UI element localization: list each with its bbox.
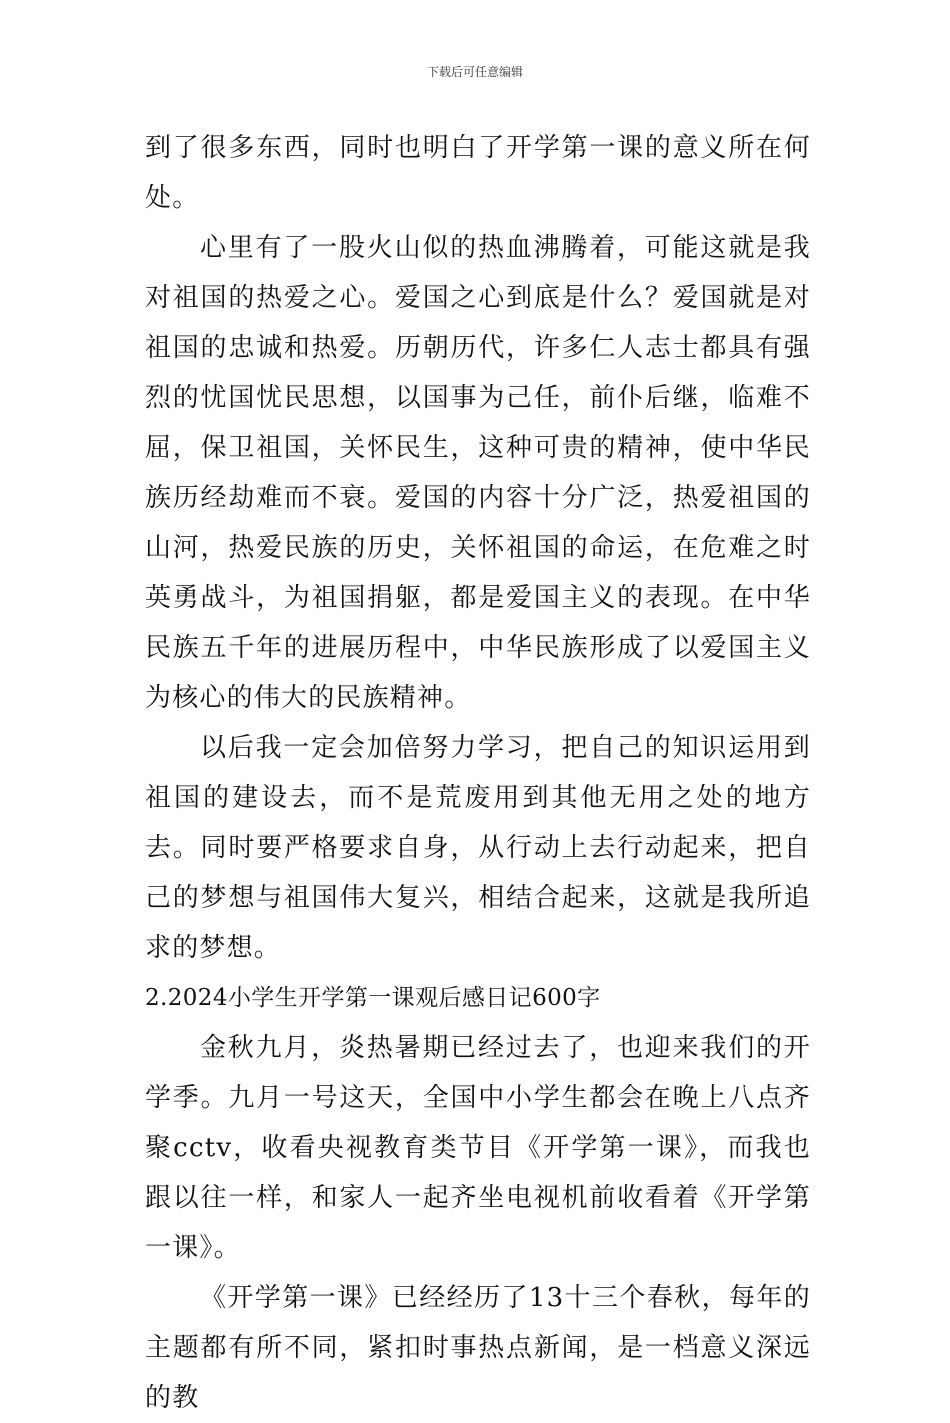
paragraph-program: 《开学第一课》已经经历了13十三个春秋，每年的主题都有所不同，紧扣时事热点新闻，是一档意义深远的教 — [145, 1283, 811, 1413]
paragraph-continuation: 到了很多东西，同时也明白了开学第一课的意义所在何处。 — [145, 133, 811, 213]
paragraph-autumn: 金秋九月，炎热暑期已经过去了，也迎来我们的开学季。九月一号这天，全国中小学生都会在晚上八点齐聚cctv，收看央视教育类节目《开学第一课》，而我也跟以往一样，和家人一起齐坐电视机前收看着《开学第一课》。 — [145, 1033, 811, 1263]
paragraph-resolution: 以后我一定会加倍努力学习，把自己的知识运用到祖国的建设去，而不是荒废用到其他无用之处的地方去。同时要严格要求自身，从行动上去行动起来，把自己的梦想与祖国伟大复兴，相结合起来，这就是我所追求的梦想。 — [145, 733, 811, 963]
paragraph-patriotism: 心里有了一股火山似的热血沸腾着，可能这就是我对祖国的热爱之心。爱国之心到底是什么？爱国就是对祖国的忠诚和热爱。历朝历代，许多仁人志士都具有强烈的忧国忧民思想，以国事为己任，前仆后继，临难不屈，保卫祖国，关怀民生，这种可贵的精神，使中华民族历经劫难而不衰。爱国的内容十分广泛，热爱祖国的山河，热爱民族的历史，关怀祖国的命运，在危难之时英勇战斗，为祖国捐躯，都是爱国主义的表现。在中华民族五千年的进展历程中，中华民族形成了以爱国主义为核心的伟大的民族精神。 — [145, 233, 811, 713]
document-body — [145, 123, 811, 1423]
page-header: 下载后可任意编辑 — [426, 65, 523, 79]
section-heading: 2.2024小学生开学第一课观后感日记600字 — [145, 985, 601, 1011]
